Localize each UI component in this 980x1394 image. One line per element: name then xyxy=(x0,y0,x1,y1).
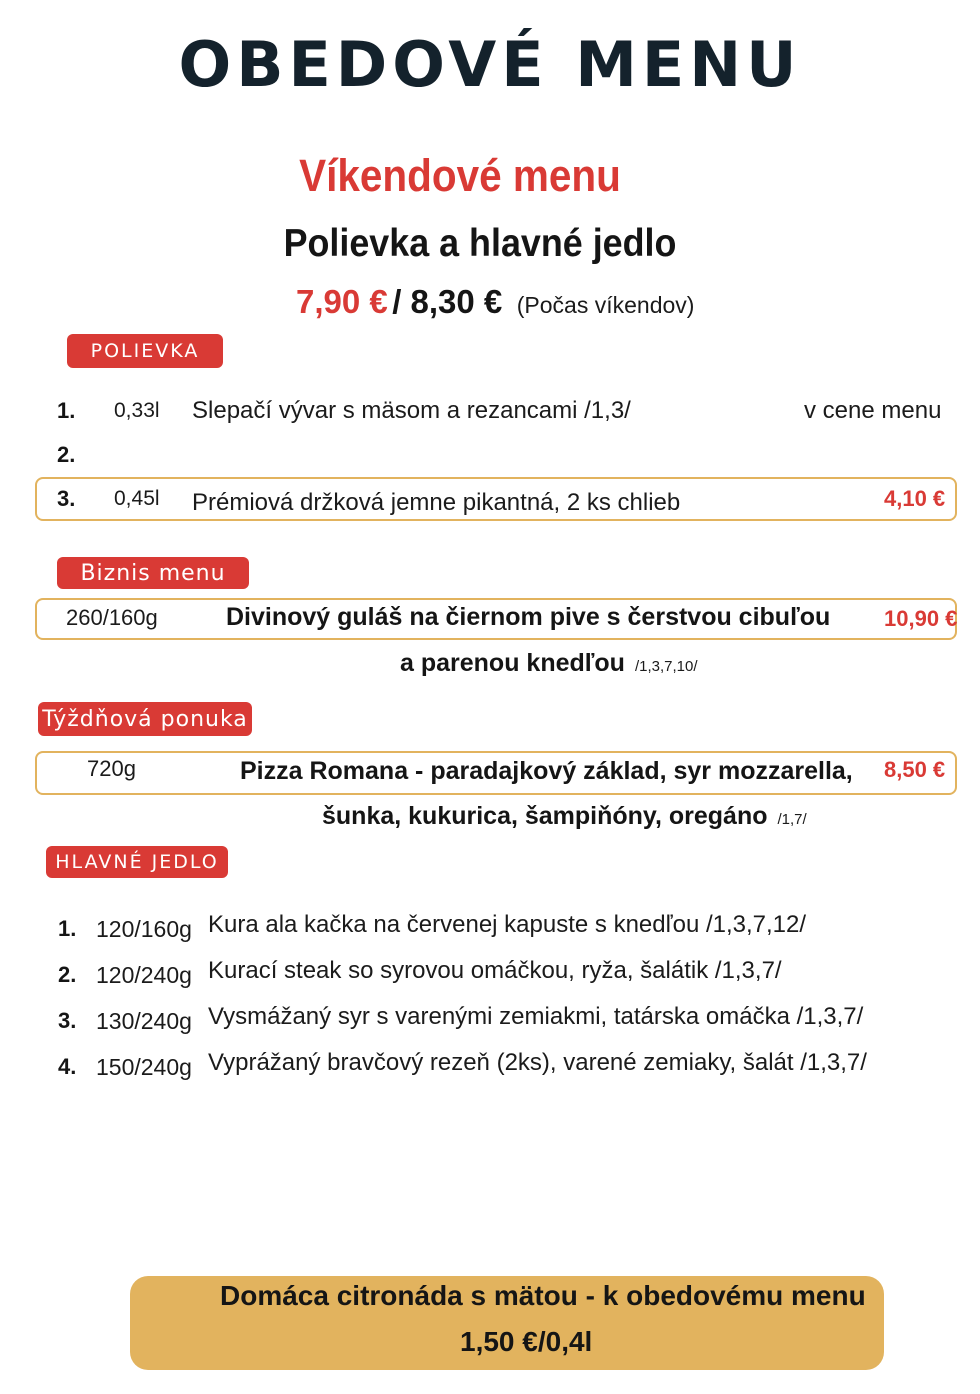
business-menu-tag: Biznis menu xyxy=(57,557,249,589)
soup-item-1-volume: 0,33l xyxy=(114,399,160,422)
soup-section-tag: POLIEVKA xyxy=(67,334,223,368)
main-course-tag: HLAVNÉ JEDLO xyxy=(46,846,228,878)
business-weight: 260/160g xyxy=(66,605,158,630)
business-dish-line1: Divinový guláš na čiernom pive s čerstvou cibuľou xyxy=(226,603,831,631)
main-item-4-number: 4. xyxy=(58,1054,77,1079)
soup-item-1-price: v cene menu xyxy=(804,397,942,424)
combo-price-line xyxy=(296,283,694,321)
soup-item-3-name: Prémiová držková jemne pikantná, 2 ks chlieb xyxy=(192,489,681,516)
soup-item-3-number: 3. xyxy=(57,486,76,511)
main-item-1-weight: 120/160g xyxy=(96,916,192,942)
business-dish-line2-text: a parenou knedľou xyxy=(400,649,625,677)
business-dish-line2 xyxy=(400,649,698,678)
main-item-1-number: 1. xyxy=(58,916,77,941)
weekly-allergens: /1,7/ xyxy=(777,811,807,828)
main-item-4-name: Vyprážaný bravčový rezeň (2ks), varené zemiaky, šalát /1,3,7/ xyxy=(208,1049,867,1076)
main-item-2-name: Kurací steak so syrovou omáčkou, ryža, šalátik /1,3,7/ xyxy=(208,957,782,984)
main-item-2-number: 2. xyxy=(58,962,77,987)
main-item-2-weight: 120/240g xyxy=(96,962,192,988)
main-item-3-number: 3. xyxy=(58,1008,77,1033)
soup-item-1-number: 1. xyxy=(57,398,76,423)
weekly-dish-line2 xyxy=(322,802,807,831)
main-item-1-name: Kura ala kačka na červenej kapuste s knedľou /1,3,7,12/ xyxy=(208,911,807,938)
combo-title: Polievka a hlavné jedlo xyxy=(283,222,677,265)
soup-item-3-price: 4,10 € xyxy=(884,486,946,511)
lemonade-banner xyxy=(130,1276,884,1370)
weekend-note: (Počas víkendov) xyxy=(516,292,695,318)
weekly-dish-line1: Pizza Romana - paradajkový základ, syr mozzarella, xyxy=(240,757,853,785)
lemonade-title: Domáca citronáda s mätou - k obedovému menu xyxy=(220,1280,866,1311)
main-item-3-weight: 130/240g xyxy=(96,1008,192,1034)
weekly-offer-tag: Týždňová ponuka xyxy=(38,702,252,736)
weekly-price: 8,50 € xyxy=(884,757,946,782)
business-price: 10,90 € xyxy=(884,606,958,631)
soup-item-2-number: 2. xyxy=(57,442,76,467)
soup-item-3-volume: 0,45l xyxy=(114,487,160,510)
weekday-price: 7,90 € xyxy=(296,283,388,320)
page-title: OBEDOVÉ MENU xyxy=(178,28,802,101)
weekend-price: / 8,30 € xyxy=(392,283,503,320)
main-item-3-name: Vysmážaný syr s varenými zemiakmi, tatárska omáčka /1,3,7/ xyxy=(208,1003,864,1030)
soup-item-1-name: Slepačí vývar s mäsom a rezancami /1,3/ xyxy=(192,397,631,424)
main-item-4-weight: 150/240g xyxy=(96,1054,192,1080)
lemonade-price: 1,50 €/0,4l xyxy=(460,1326,593,1357)
weekly-dish-line2-text: šunka, kukurica, šampiňóny, oregáno xyxy=(322,802,768,830)
weekly-weight: 720g xyxy=(87,756,136,781)
weekend-menu-title: Víkendové menu xyxy=(299,150,621,201)
business-allergens: /1,3,7,10/ xyxy=(634,658,698,675)
